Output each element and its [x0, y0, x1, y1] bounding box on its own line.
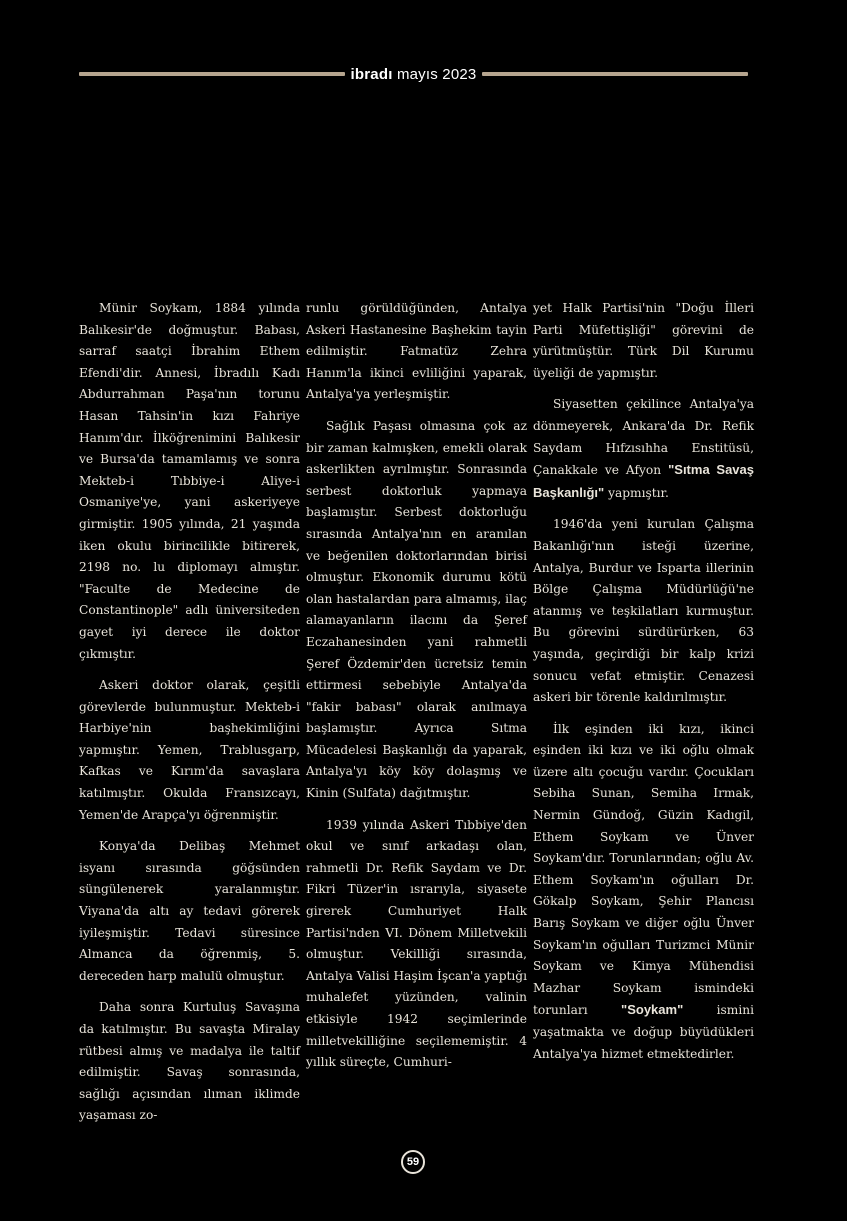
paragraph: Sağlık Paşası olmasına çok az bir zaman kalmışken, emekli olarak askerlikten ayrılmıştır. Sonrasında serbest doktorluk yapmaya başlamıştır. Serbest doktorluğu sırasında Antalya'nın en aranılan ve beğenilen doktorlarından birisi olmuştur. Ekonomik durumu kötü olan hastalardan para almamış, ilaç alamayanların ilacını da Şeref Eczahanesinden yani rahmetli Şeref Özdemir'den ücretsiz temin ettirmesi sebebiyle Antalya'da "fakir babası" olarak anılmaya başlamıştır. Ayrıca Sıtma Mücadelesi Başkanlığı da yaparak, Antalya'yı köy köy dolaşmış ve Kinin (Sulfata) dağıtmıştır. [306, 418, 527, 801]
text-run: Siyasetten çekilince Antalya'ya dönmeyerek, Ankara'da Dr. Refik Saydam Hıfzısıhha Enstitüsü, Çanakkale ve Afyon [533, 397, 754, 478]
paragraph: Münir Soykam, 1884 yılında Balıkesir'de doğmuştur. Babası, sarraf saatçi İbrahim Ethem Efendi'dir. Annesi, İbradılı Kadı Abdurrahman Paşa'nın torunu Hasan Tahsin'in kızı Fahriye Hanım'dır. İlköğrenimini Balıkesir ve Bursa'da tamamlamış ve sonra Mekteb-i Tıbbiye-i Aliye-i Osmaniye'ye, yani askeriyeye girmiştir. 1905 yılında, 21 yaşında iken okulu birincilikle bitirerek, 2198 no. lu diplomayı almıştır. "Faculte de Medecine de Constantinople" adlı üniversiteden gayet iyi derece ile doktor çıkmıştır. [79, 301, 300, 661]
issue-date: mayıs 2023 [396, 65, 477, 83]
magazine-name: ibradı [350, 65, 393, 83]
bold-text: "Sıtma Savaş Başkanlığı" [533, 462, 754, 500]
header-rule-right [482, 72, 748, 76]
paragraph: Daha sonra Kurtuluş Savaşına da katılmıştır. Bu savaşta Miralay rütbesi almış ve madalya ile taltif edilmiştir. Savaş sonrasında, sağlığı açısından ılıman iklimde yaşaması zo- [79, 1000, 300, 1123]
paragraph [533, 394, 754, 504]
text-run: İlk eşinden iki kızı, ikinci eşinden iki kızı ve iki oğlu olmak üzere altı çocuğu vardır. Çocukları Sebiha Sunan, Semiha Irmak, Nermin Gündoğ, Güzin Kadıgil, Ethem Soykam ve Ünver Soykam'dır. Torunlarından; oğlu Av. Ethem Soykam'ın oğulları Dr. Gökalp Soykam, Şehir Plancısı Barış Soykam ve diğer oğlu Ünver Soykam'ın oğulları Turizmci Münir Soykam ve Kimya Mühendisi Mazhar Soykam ismindeki torunları [533, 721, 754, 1018]
paragraph: yet Halk Partisi'nin "Doğu İlleri Parti Müfettişliği" görevini de yürütmüştür. Türk Dil Kurumu üyeliği de yapmıştır. [533, 301, 754, 380]
paragraph: 1946'da yeni kurulan Çalışma Bakanlığı'nın isteği üzerine, Antalya, Burdur ve Isparta illerinin Bölge Çalışma Müdürlüğü'ne atanmış ve teşkilatları kurmuştur. Bu görevini sürdürürken, 63 yaşında, geçirdiği bir kalp krizi sonucu vefat etmiştir. Cenazesi askeri bir törenle kaldırılmıştır. [533, 517, 754, 705]
text-column-2 [306, 298, 527, 1084]
page-number: 59 [401, 1150, 425, 1174]
running-header [79, 62, 748, 86]
text-column-3 [533, 298, 754, 1075]
paragraph: runlu görüldüğünden, Antalya Askeri Hastanesine Başhekim tayin edilmiştir. Fatmatüz Zehra Hanım'la ikinci evliliğini yaparak, Antalya'ya yerleşmiştir. [306, 301, 527, 402]
paragraph [533, 719, 754, 1066]
header-title [345, 66, 483, 83]
paragraph: Konya'da Delibaş Mehmet isyanı sırasında göğsünden süngülenerek yaralanmıştır. Viyana'da altı ay tedavi görerek iyileşmiştir. Tedavi süresince Almanca da öğrenmiş, 5. dereceden harp malulü olmuştur. [79, 839, 300, 983]
bold-text: "Soykam" [621, 1002, 684, 1018]
text-run: ismini yaşatmakta ve doğup büyüdükleri Antalya'ya hizmet etmektedirler. [533, 1003, 754, 1061]
paragraph: 1939 yılında Askeri Tıbbiye'den okul ve sınıf arkadaşı olan, rahmetli Dr. Refik Saydam ve Dr. Fikri Tüzer'in ısrarıyla, siyasete girerek Cumhuriyet Halk Partisi'nden VI. Dönem Milletvekili olmuştur. Vekilliği sırasında, Antalya Valisi Haşim İşcan'a yaptığı muhalefet yüzünden, valinin etkisiyle 1942 seçimlerinde milletvekilliğine seçilememiştir. 4 yıllık süreçte, Cumhuri- [306, 817, 527, 1070]
header-rule-left [79, 72, 345, 76]
paragraph: Askeri doktor olarak, çeşitli görevlerde bulunmuştur. Mekteb-i Harbiye'nin başhekimliğini yapmıştır. Yemen, Trablusgarp, Kafkas ve Kırım'da savaşlara katılmıştır. Okulda Fransızcayı, Yemen'de Arapça'yı öğrenmiştir. [79, 678, 300, 822]
text-column-1 [79, 298, 300, 1137]
text-run: yapmıştır. [604, 485, 669, 500]
